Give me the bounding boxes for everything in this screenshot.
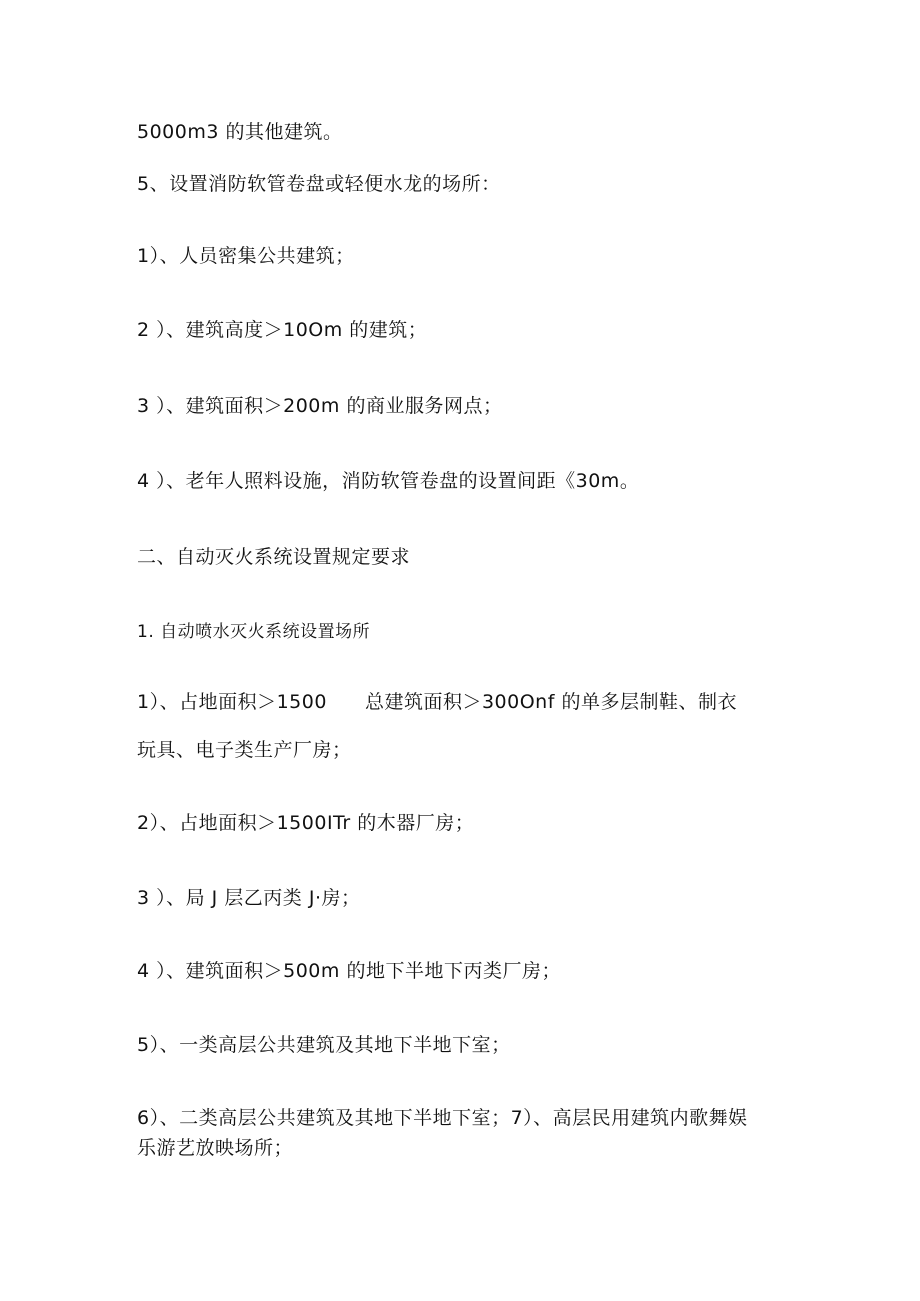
list-item-3: 3 ）、建筑面积＞200m 的商业服务网点； — [137, 395, 503, 417]
sprinkler-item-2: 2）、占地面积＞1500ITr 的木器厂房； — [137, 812, 475, 834]
sprinkler-item-6-7: 6）、二类高层公共建筑及其地下半地下室；7）、高层民用建筑内歌舞娱 — [137, 1107, 748, 1129]
subsection-1-heading: 1. 自动喷水灭火系统设置场所 — [137, 622, 371, 642]
text-line-volume: 5000m3 的其他建筑。 — [137, 121, 343, 143]
sprinkler-item-3: 3 ）、局 J 层乙丙类 J·房； — [137, 887, 361, 909]
sprinkler-item-4: 4 ）、建筑面积＞500m 的地下半地下丙类厂房； — [137, 960, 561, 982]
sprinkler-item-7-continued: 乐游艺放映场所； — [137, 1137, 294, 1159]
sprinkler-item-1 — [137, 690, 737, 714]
sprinkler-item-1-part-a: 1）、占地面积＞1500 — [137, 691, 327, 713]
sprinkler-item-1-continued: 玩具、电子类生产厂房； — [137, 739, 352, 761]
list-item-2: 2 ）、建筑高度＞10Om 的建筑； — [137, 319, 428, 341]
sprinkler-item-5: 5）、一类高层公共建筑及其地下半地下室； — [137, 1034, 511, 1056]
list-item-4: 4 ）、老年人照料设施，消防软管卷盘的设置间距《30m。 — [137, 470, 640, 492]
sprinkler-item-1-part-b: 总建筑面积＞300Onf 的单多层制鞋、制衣 — [364, 691, 737, 713]
list-item-1: 1）、人员密集公共建筑； — [137, 245, 355, 267]
section-2-heading: 二、自动灭火系统设置规定要求 — [137, 546, 411, 568]
section-5-heading: 5、设置消防软管卷盘或轻便水龙的场所： — [137, 173, 501, 195]
